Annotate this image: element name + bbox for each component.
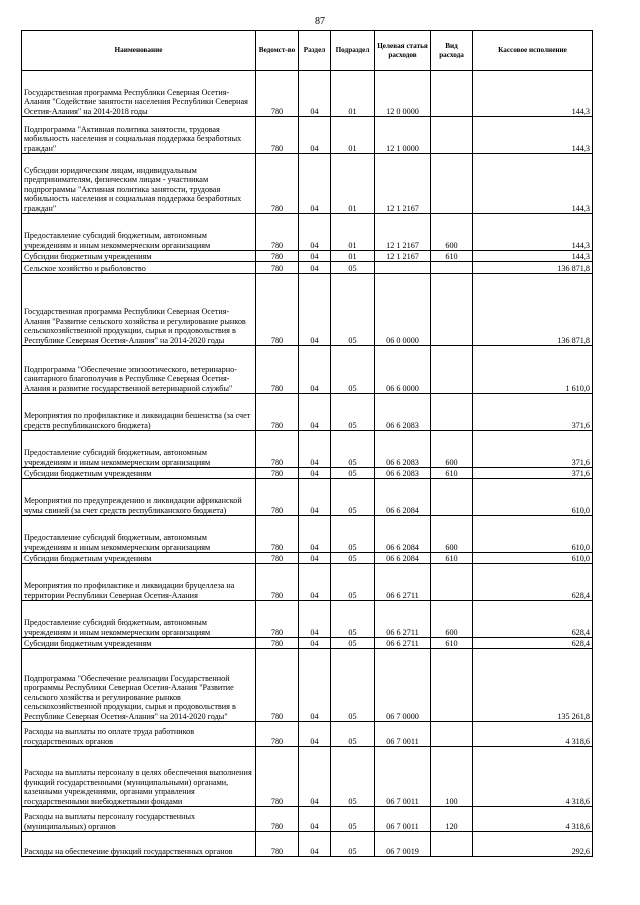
table-row xyxy=(22,479,593,516)
row-target: 12 1 2167 xyxy=(375,154,431,214)
row-section: 04 xyxy=(299,394,331,431)
row-subsection: 01 xyxy=(331,154,375,214)
row-subsection: 01 xyxy=(331,71,375,117)
row-name: Субсидии юридическим лицам, индивидуальным предпринимателям, физическим лицам - участникам подпрограммы "Активная политика занятости, трудовая мобильность населения и социальная поддержка безработных граждан" xyxy=(22,154,256,214)
row-section: 04 xyxy=(299,431,331,468)
row-subsection: 01 xyxy=(331,214,375,251)
row-type xyxy=(431,71,473,117)
row-dept: 780 xyxy=(256,346,299,394)
table-row xyxy=(22,251,593,262)
row-amount: 628,4 xyxy=(473,601,593,638)
row-amount: 610,0 xyxy=(473,516,593,553)
table-row xyxy=(22,516,593,553)
row-dept: 780 xyxy=(256,431,299,468)
row-dept: 780 xyxy=(256,214,299,251)
table-row xyxy=(22,346,593,394)
row-target: 06 7 0000 xyxy=(375,649,431,722)
row-subsection: 01 xyxy=(331,117,375,154)
row-section: 04 xyxy=(299,468,331,479)
row-subsection: 05 xyxy=(331,553,375,564)
row-dept: 780 xyxy=(256,479,299,516)
row-amount: 136 871,8 xyxy=(473,262,593,274)
row-type xyxy=(431,479,473,516)
row-amount: 136 871,8 xyxy=(473,274,593,346)
row-subsection: 05 xyxy=(331,468,375,479)
row-dept: 780 xyxy=(256,274,299,346)
row-dept: 780 xyxy=(256,649,299,722)
row-target: 06 7 0011 xyxy=(375,747,431,807)
row-section: 04 xyxy=(299,346,331,394)
row-name: Расходы на обеспечение функций государственных органов xyxy=(22,832,256,857)
table-row xyxy=(22,638,593,649)
row-type: 600 xyxy=(431,601,473,638)
row-type xyxy=(431,564,473,601)
row-name: Подпрограмма "Активная политика занятости, трудовая мобильность населения и социальная поддержка безработных граждан" xyxy=(22,117,256,154)
row-name: Предоставление субсидий бюджетным, автономным учреждениям и иным некоммерческим организациям xyxy=(22,601,256,638)
row-section: 04 xyxy=(299,274,331,346)
table-row xyxy=(22,722,593,747)
table-row xyxy=(22,214,593,251)
row-dept: 780 xyxy=(256,564,299,601)
row-name: Подпрограмма "Обеспечение реализации Государственной программы Республики Северная Осетия-Алания "Развитие сельского хозяйства и регулирование рынков сельскохозяйственной продукции, сырья и продовольствия в Республике Северная Осетия-Алания" на 2014-2020 годы" xyxy=(22,649,256,722)
row-subsection: 05 xyxy=(331,346,375,394)
row-name: Субсидии бюджетным учреждениям xyxy=(22,638,256,649)
row-type: 600 xyxy=(431,431,473,468)
table-row xyxy=(22,394,593,431)
row-dept: 780 xyxy=(256,251,299,262)
row-subsection: 05 xyxy=(331,601,375,638)
row-name: Предоставление субсидий бюджетным, автономным учреждениям и иным некоммерческим организациям xyxy=(22,214,256,251)
row-target: 12 1 0000 xyxy=(375,117,431,154)
row-section: 04 xyxy=(299,262,331,274)
row-amount: 610,0 xyxy=(473,553,593,564)
row-dept: 780 xyxy=(256,394,299,431)
row-section: 04 xyxy=(299,649,331,722)
row-type: 610 xyxy=(431,553,473,564)
row-name: Государственная программа Республики Северная Осетия-Алания "Содействие занятости населения Республики Северная Осетия-Алания" на 2014-2018 годы xyxy=(22,71,256,117)
row-section: 04 xyxy=(299,553,331,564)
table-row xyxy=(22,468,593,479)
row-subsection: 05 xyxy=(331,832,375,857)
row-subsection: 05 xyxy=(331,807,375,832)
header-target: Целевая статья расходов xyxy=(375,31,431,71)
row-amount: 628,4 xyxy=(473,564,593,601)
row-subsection: 05 xyxy=(331,431,375,468)
row-target: 06 6 2711 xyxy=(375,638,431,649)
row-section: 04 xyxy=(299,832,331,857)
row-section: 04 xyxy=(299,154,331,214)
row-target: 06 7 0011 xyxy=(375,807,431,832)
table-row xyxy=(22,274,593,346)
row-amount: 144,3 xyxy=(473,214,593,251)
row-target: 06 7 0019 xyxy=(375,832,431,857)
row-name: Подпрограмма "Обеспечение эпизоотического, ветеринарно-санитарного благополучия в Республике Северная Осетия-Алания и развитие государственной ветеринарной службы" xyxy=(22,346,256,394)
row-dept: 780 xyxy=(256,468,299,479)
row-amount: 1 610,0 xyxy=(473,346,593,394)
row-type xyxy=(431,154,473,214)
row-subsection: 05 xyxy=(331,638,375,649)
row-type: 610 xyxy=(431,638,473,649)
row-target: 12 0 0000 xyxy=(375,71,431,117)
row-type xyxy=(431,346,473,394)
row-type: 610 xyxy=(431,468,473,479)
row-type xyxy=(431,274,473,346)
row-subsection: 05 xyxy=(331,722,375,747)
row-amount: 135 261,8 xyxy=(473,649,593,722)
table-row xyxy=(22,71,593,117)
header-type: Вид расхода xyxy=(431,31,473,71)
row-section: 04 xyxy=(299,564,331,601)
row-amount: 4 318,6 xyxy=(473,747,593,807)
row-subsection: 05 xyxy=(331,479,375,516)
row-dept: 780 xyxy=(256,71,299,117)
row-target: 06 7 0011 xyxy=(375,722,431,747)
row-target: 06 0 0000 xyxy=(375,274,431,346)
row-name: Мероприятия по профилактике и ликвидации бешенства (за счет средств республиканского бюджета) xyxy=(22,394,256,431)
row-dept: 780 xyxy=(256,154,299,214)
table-row xyxy=(22,553,593,564)
row-type: 600 xyxy=(431,516,473,553)
row-amount: 610,0 xyxy=(473,479,593,516)
page-number: 87 xyxy=(315,16,325,27)
table-row xyxy=(22,431,593,468)
row-name: Предоставление субсидий бюджетным, автономным учреждениям и иным некоммерческим организациям xyxy=(22,431,256,468)
table-row xyxy=(22,154,593,214)
row-target: 06 6 2711 xyxy=(375,601,431,638)
row-section: 04 xyxy=(299,807,331,832)
row-name: Расходы на выплаты по оплате труда работников государственных органов xyxy=(22,722,256,747)
row-target: 06 6 2084 xyxy=(375,479,431,516)
row-name: Субсидии бюджетным учреждениям xyxy=(22,251,256,262)
row-subsection: 05 xyxy=(331,394,375,431)
row-subsection: 05 xyxy=(331,274,375,346)
row-type: 120 xyxy=(431,807,473,832)
table-row xyxy=(22,832,593,857)
row-amount: 144,3 xyxy=(473,71,593,117)
row-name: Субсидии бюджетным учреждениям xyxy=(22,553,256,564)
row-target: 06 6 2083 xyxy=(375,431,431,468)
row-target: 06 6 2084 xyxy=(375,516,431,553)
table-header-row xyxy=(22,31,593,71)
row-dept: 780 xyxy=(256,553,299,564)
header-dept: Ведомст-во xyxy=(256,31,299,71)
row-amount: 292,6 xyxy=(473,832,593,857)
row-type xyxy=(431,832,473,857)
row-dept: 780 xyxy=(256,747,299,807)
row-dept: 780 xyxy=(256,722,299,747)
row-dept: 780 xyxy=(256,516,299,553)
row-amount: 4 318,6 xyxy=(473,807,593,832)
budget-execution-table xyxy=(21,30,593,857)
table-row xyxy=(22,117,593,154)
header-section: Раздел xyxy=(299,31,331,71)
row-name: Государственная программа Республики Северная Осетия-Алания "Развитие сельского хозяйства и регулирование рынков сельскохозяйственной продукции, сырья и продовольствия в Республике Северная Осетия-Алания" на 2014-2020 годы xyxy=(22,274,256,346)
row-dept: 780 xyxy=(256,832,299,857)
row-section: 04 xyxy=(299,516,331,553)
row-amount: 144,3 xyxy=(473,117,593,154)
row-type: 600 xyxy=(431,214,473,251)
row-section: 04 xyxy=(299,747,331,807)
row-section: 04 xyxy=(299,117,331,154)
row-subsection: 01 xyxy=(331,251,375,262)
row-subsection: 05 xyxy=(331,516,375,553)
row-amount: 4 318,6 xyxy=(473,722,593,747)
row-section: 04 xyxy=(299,601,331,638)
row-target xyxy=(375,262,431,274)
row-name: Расходы на выплаты персоналу в целях обеспечения выполнения функций государственными (муниципальными) органами, казенными учреждениями, органами управления государственными внебюджетными фондами xyxy=(22,747,256,807)
row-section: 04 xyxy=(299,638,331,649)
table-body xyxy=(22,71,593,857)
table-row xyxy=(22,807,593,832)
row-subsection: 05 xyxy=(331,649,375,722)
header-name: Наименование xyxy=(22,31,256,71)
row-type: 610 xyxy=(431,251,473,262)
row-subsection: 05 xyxy=(331,564,375,601)
row-type: 100 xyxy=(431,747,473,807)
row-section: 04 xyxy=(299,214,331,251)
row-section: 04 xyxy=(299,71,331,117)
row-target: 06 6 2083 xyxy=(375,394,431,431)
row-dept: 780 xyxy=(256,262,299,274)
row-name: Расходы на выплаты персоналу государственных (муниципальных) органов xyxy=(22,807,256,832)
row-amount: 371,6 xyxy=(473,468,593,479)
row-section: 04 xyxy=(299,251,331,262)
row-type xyxy=(431,394,473,431)
row-target: 06 6 0000 xyxy=(375,346,431,394)
table-row xyxy=(22,747,593,807)
row-dept: 780 xyxy=(256,601,299,638)
table-row xyxy=(22,601,593,638)
table-row xyxy=(22,262,593,274)
row-subsection: 05 xyxy=(331,747,375,807)
row-type xyxy=(431,649,473,722)
row-target: 06 6 2711 xyxy=(375,564,431,601)
row-name: Сельское хозяйство и рыболовство xyxy=(22,262,256,274)
row-dept: 780 xyxy=(256,807,299,832)
row-amount: 371,6 xyxy=(473,394,593,431)
row-type xyxy=(431,117,473,154)
row-name: Мероприятия по предупреждению и ликвидации африканской чумы свиней (за счет средств республиканского бюджета) xyxy=(22,479,256,516)
table-row xyxy=(22,649,593,722)
row-dept: 780 xyxy=(256,638,299,649)
row-amount: 144,3 xyxy=(473,154,593,214)
header-amount: Кассовое исполнение xyxy=(473,31,593,71)
row-name: Предоставление субсидий бюджетным, автономным учреждениям и иным некоммерческим организациям xyxy=(22,516,256,553)
table-row xyxy=(22,564,593,601)
row-amount: 144,3 xyxy=(473,251,593,262)
row-amount: 628,4 xyxy=(473,638,593,649)
row-amount: 371,6 xyxy=(473,431,593,468)
row-target: 06 6 2084 xyxy=(375,553,431,564)
row-dept: 780 xyxy=(256,117,299,154)
row-type xyxy=(431,722,473,747)
row-subsection: 05 xyxy=(331,262,375,274)
row-target: 12 1 2167 xyxy=(375,214,431,251)
row-section: 04 xyxy=(299,479,331,516)
row-target: 06 6 2083 xyxy=(375,468,431,479)
row-type xyxy=(431,262,473,274)
row-name: Мероприятия по профилактике и ликвидации бруцеллеза на территории Республики Северная Осетия-Алания xyxy=(22,564,256,601)
row-target: 12 1 2167 xyxy=(375,251,431,262)
header-subsection: Подраздел xyxy=(331,31,375,71)
row-section: 04 xyxy=(299,722,331,747)
row-name: Субсидии бюджетным учреждениям xyxy=(22,468,256,479)
